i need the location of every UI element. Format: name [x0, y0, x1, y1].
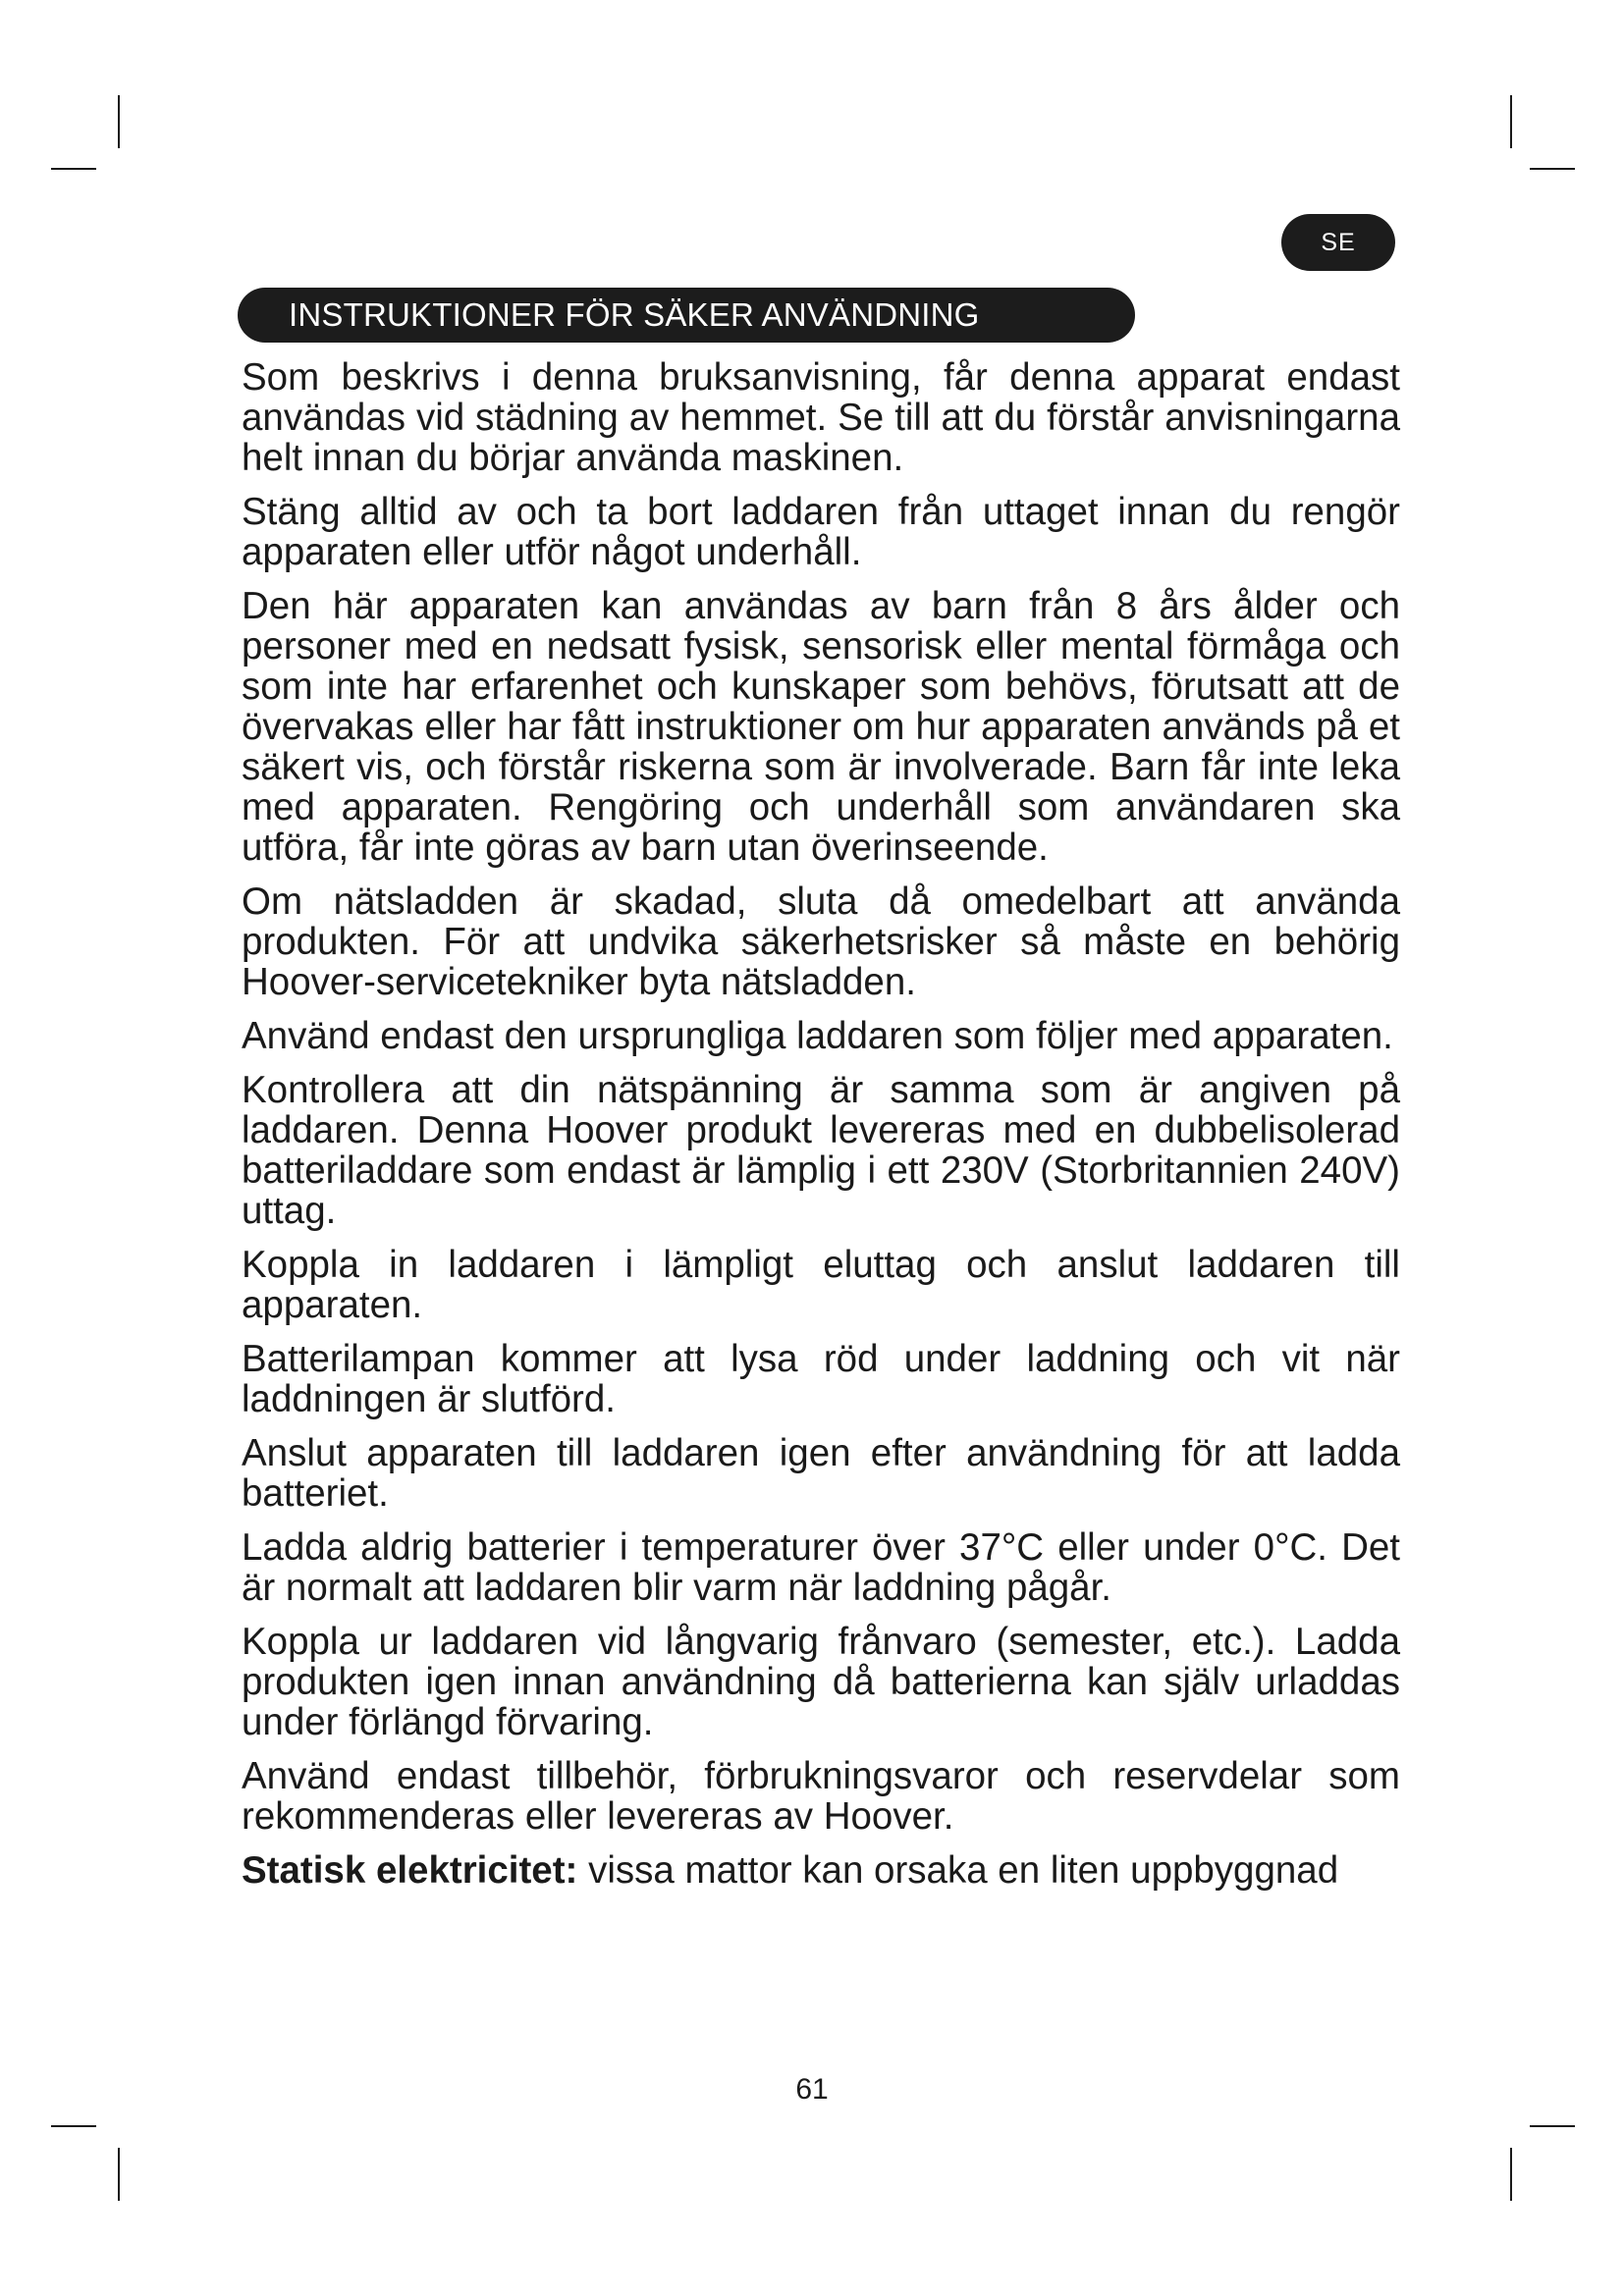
crop-mark-top-left-vertical [118, 95, 120, 148]
language-badge: SE [1281, 214, 1395, 271]
page-number: 61 [795, 2073, 829, 2106]
paragraph-charging-temperature: Ladda aldrig batterier i temperaturer över 37°C eller under 0°C. Det är normalt att laddaren blir varm när laddning pågår. [242, 1526, 1400, 1609]
paragraph-reconnect-after-use: Anslut apparaten till laddaren igen efter användning för att ladda batteriet. [242, 1432, 1400, 1515]
crop-mark-top-right-horizontal [1530, 168, 1575, 170]
paragraph-accessories: Använd endast tillbehör, förbrukningsvaror och reservdelar som rekommenderas eller levereras av Hoover. [242, 1755, 1400, 1838]
paragraph-unplug-before-cleaning: Stäng alltid av och ta bort laddaren från uttaget innan du rengör apparaten eller utför något underhåll. [242, 491, 1400, 573]
paragraph-damaged-cord: Om nätsladden är skadad, sluta då omedelbart att använda produkten. För att undvika säkerhetsrisker så måste en behörig Hoover-servicetekniker byta nätsladden. [242, 881, 1400, 1003]
paragraph-intended-use: Som beskrivs i denna bruksanvisning, får denna apparat endast användas vid städning av hemmet. Se till att du förstår anvisningarna helt innan du börjar använda maskinen. [242, 356, 1400, 479]
crop-mark-bottom-right-vertical [1510, 2148, 1512, 2201]
paragraph-children-and-supervision: Den här apparaten kan användas av barn från 8 års ålder och personer med en nedsatt fysisk, sensorisk eller mental förmåga och som inte har erfarenhet och kunskaper som behövs, förutsatt att de övervakas eller har fått instruktioner om hur apparaten används på et säkert vis, och förstår riskerna som är involverade. Barn får inte leka med apparaten. Rengöring och underhåll som användaren ska utföra, får inte göras av barn utan överinseende. [242, 585, 1400, 869]
crop-mark-bottom-left-vertical [118, 2148, 120, 2201]
paragraph-static-electricity [242, 1850, 1400, 1891]
static-electricity-text: vissa mattor kan orsaka en liten uppbyggnad [577, 1849, 1339, 1892]
static-electricity-label: Statisk elektricitet: [242, 1849, 578, 1892]
crop-mark-top-left-horizontal [51, 168, 96, 170]
paragraph-original-charger: Använd endast den ursprungliga laddaren som följer med apparaten. [242, 1015, 1393, 1057]
paragraph-connect-charger: Koppla in laddaren i lämpligt eluttag och anslut laddaren till apparaten. [242, 1244, 1400, 1326]
crop-mark-top-right-vertical [1510, 95, 1512, 148]
paragraph-long-absence: Koppla ur laddaren vid långvarig frånvaro (semester, etc.). Ladda produkten igen innan användning då batterierna kan själv urladdas under förlängd förvaring. [242, 1621, 1400, 1743]
section-header [238, 288, 1135, 343]
crop-mark-bottom-left-horizontal [51, 2125, 96, 2127]
paragraph-voltage-check: Kontrollera att din nätspänning är samma som är angiven på laddaren. Denna Hoover produkt levereras med en dubbelisolerad batteriladdare som endast är lämplig i ett 230V (Storbritannien 240V) uttag. [242, 1069, 1400, 1232]
paragraph-battery-light: Batterilampan kommer att lysa röd under laddning och vit när laddningen är slutförd. [242, 1338, 1400, 1420]
crop-mark-bottom-right-horizontal [1530, 2125, 1575, 2127]
section-title: INSTRUKTIONER FÖR SÄKER ANVÄNDNING [289, 296, 980, 333]
instructions-body [242, 357, 1400, 1904]
